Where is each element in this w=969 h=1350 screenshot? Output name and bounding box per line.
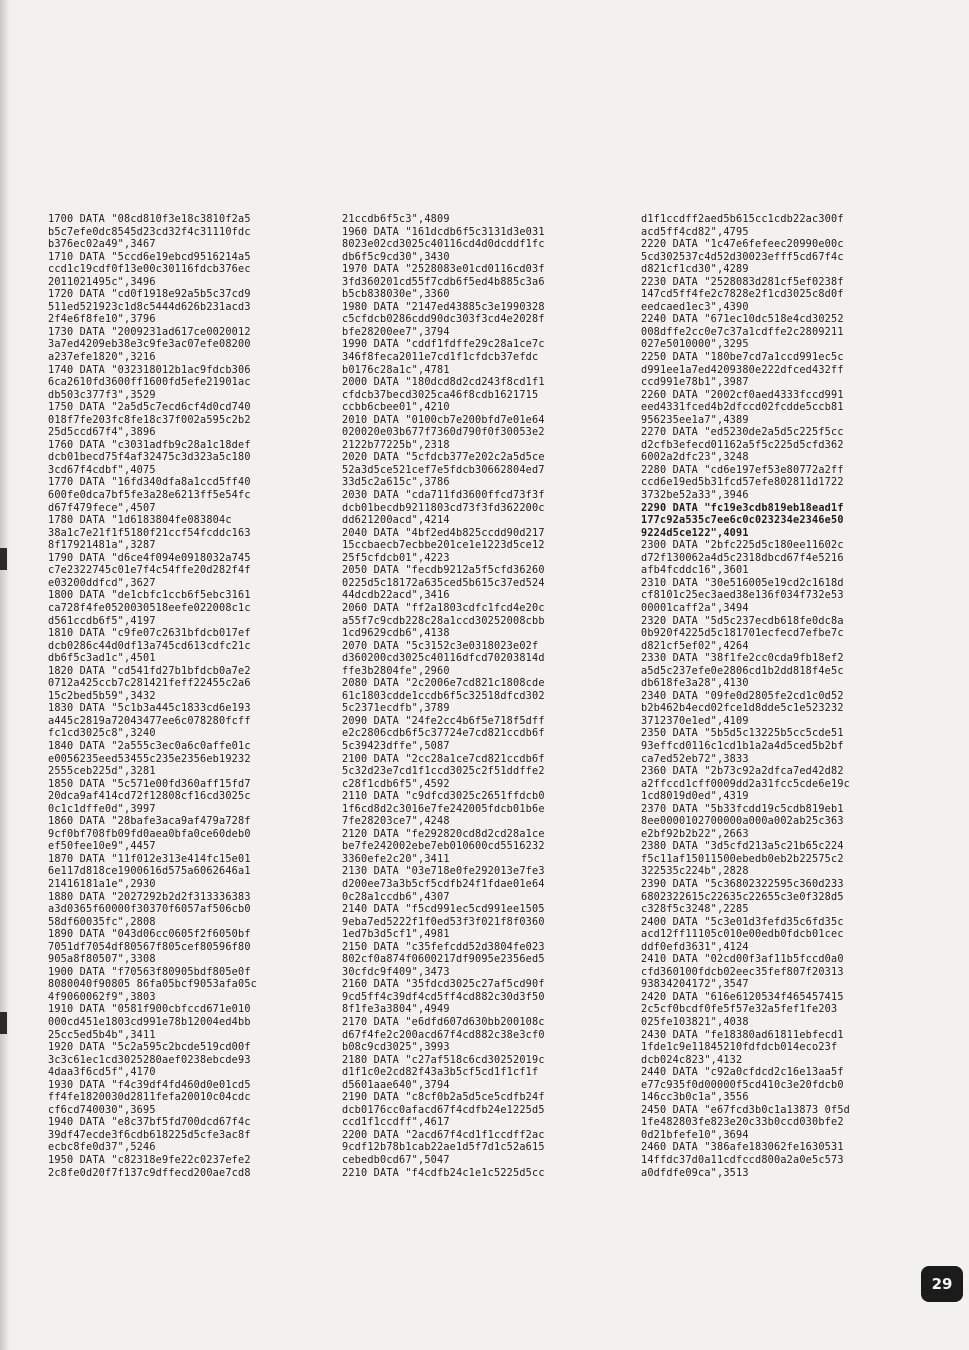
data-statement-line: 0712a425ccb7c281421feff22455c2a6 (48, 678, 251, 690)
data-statement-line: d991ee1a7ed4209380e222dfced432ff (641, 364, 844, 376)
data-statement-line: acd5ff4cd82",4795 (641, 226, 749, 238)
data-statement-line: 1f6cd8d2c3016e7fe242005fdcb01b6e (342, 803, 545, 815)
data-statement-line: 346f8feca2011e7cd1f1cfdcb37efdc (342, 352, 539, 364)
data-statement-line: 146cc3b0c1a",3556 (641, 1092, 749, 1104)
data-statement-line: 2320 DATA "5d5c237ecdb618fe0dc8a (641, 615, 844, 627)
data-statement-line: 1720 DATA "cd0f1918e92a5b5c37cd9 (48, 289, 251, 301)
margin-mark (0, 1012, 7, 1034)
data-statement-line: 2280 DATA "cd6e197ef53e80772a2ff (641, 464, 844, 476)
data-statement-line: ecbc8fe0d37",5246 (48, 1142, 156, 1154)
data-statement-line: 1770 DATA "16fd340dfa8a1ccd5ff40 (48, 477, 251, 489)
data-statement-line: db618fe3a28",4130 (641, 678, 749, 690)
data-statement-line: 1740 DATA "032318012b1ac9fdcb306 (48, 364, 251, 376)
data-statement-line: 177c92a535c7ee6c0c023234e2346e50 (641, 515, 844, 527)
data-statement-line: 30cfdc9f409",3473 (342, 966, 450, 978)
data-statement-line: dcb01becd75f4af32475c3d323a5c180 (48, 452, 251, 464)
data-statement-line: 3cd67f4cdbf",4075 (48, 464, 156, 476)
data-statement-line: 1920 DATA "5c2a595c2bcde519cd00f (48, 1042, 251, 1054)
data-statement-line: 2122b77225b",2318 (342, 439, 450, 451)
data-statement-line: 020020e03b677f7360d790f0f30053e2 (342, 427, 545, 439)
data-statement-line: 44dcdb22acd",3416 (342, 590, 450, 602)
data-statement-line: 6e117d818ce1900616d575a6062646a1 (48, 866, 251, 878)
data-statement-line: 027e5010000",3295 (641, 339, 749, 351)
data-statement-line: 1780 DATA "1d6183804fe083804c (48, 515, 232, 527)
data-statement-line: ccd991e78b1",3987 (641, 377, 749, 389)
data-statement-line: afb4fcddc16",3601 (641, 565, 749, 577)
data-statement-line: 00001caff2a",3494 (641, 602, 749, 614)
data-statement-line: 905a8f80507",3308 (48, 954, 156, 966)
data-statement-line: 2450 DATA "e67fcd3b0c1a13873 0f5d (641, 1104, 851, 1116)
data-statement-line: 1890 DATA "043d06cc0605f2f6050bf (48, 929, 251, 941)
data-statement-line: d821cf1cd30",4289 (641, 264, 749, 276)
data-statement-line: e2c2806cdb6f5c37724e7cd821ccdb6f (342, 728, 545, 740)
data-statement-line: 2120 DATA "fe292820cd8d2cd28a1ce (342, 828, 545, 840)
data-statement-line: e2bf92b2b22",2663 (641, 828, 749, 840)
data-statement-line: dd621200acd",4214 (342, 515, 450, 527)
data-statement-line: 2220 DATA "1c47e6fefeec20990e00c (641, 239, 844, 251)
data-statement-line: 3732be52a33",3946 (641, 490, 749, 502)
data-statement-line: ccd6e19ed5b31fcd57efe802811d1722 (641, 477, 844, 489)
data-statement-line: 0c1c1dffe0d",3997 (48, 803, 156, 815)
listing-column-2 (342, 214, 614, 1180)
data-statement-line: 1860 DATA "28bafe3aca9af479a728f (48, 816, 251, 828)
data-statement-line: 2360 DATA "2b73c92a2dfca7ed42d82 (641, 766, 844, 778)
data-statement-line: 0c28a1ccdb6",4307 (342, 891, 450, 903)
data-statement-line: 2440 DATA "c92a0cfdcd2c16e13aa5f (641, 1067, 844, 1079)
data-statement-line: 1750 DATA "2a5d5c7ecd6cf4d0cd740 (48, 402, 251, 414)
data-statement-line: 2410 DATA "02cd00f3af11b5fccd0a0 (641, 954, 844, 966)
data-statement-line: d5601aae640",3794 (342, 1079, 450, 1091)
data-statement-line: db503c377f3",3529 (48, 389, 156, 401)
data-statement-line: 2080 DATA "2c2006e7cd821c1808cde (342, 678, 545, 690)
data-statement-line: b0176c28a1c",4781 (342, 364, 450, 376)
data-statement-line: 4f9060062f9",3803 (48, 991, 156, 1003)
data-statement-line: ddf0efd3631",4124 (641, 941, 749, 953)
data-statement-line: 1930 DATA "f4c39df4fd460d0e01cd5 (48, 1079, 251, 1091)
data-statement-line: a3d0365f60000f30370f6057af506cb0 (48, 904, 251, 916)
data-statement-line: 6ca2610fd3600ff1600fd5efe21901ac (48, 377, 251, 389)
data-statement-line: 2200 DATA "2acd67f4cd1f1ccdff2ac (342, 1129, 545, 1141)
data-statement-line: 2090 DATA "24fe2cc4b6f5e718f5dff (342, 715, 545, 727)
data-statement-line: 2040 DATA "4bf2ed4b825ccdd90d217 (342, 527, 545, 539)
data-statement-line: 2000 DATA "180dcd8d2cd243f8cd1f1 (342, 377, 545, 389)
data-statement-line: 2460 DATA "386afe183062fe1630531 (641, 1142, 844, 1154)
data-statement-line: 5cd302537c4d52d30023efff5cd67f4c (641, 251, 844, 263)
listing-column-3 (641, 214, 913, 1180)
data-statement-line: 5c39423dffe",5087 (342, 740, 450, 752)
data-statement-line: 018f7fe203fc8fe18c37f002a595c2b2 (48, 414, 251, 426)
page-left-edge-shadow (0, 0, 10, 1350)
data-statement-line: 0d21bfefe10",3694 (641, 1129, 749, 1141)
data-statement-line: 1910 DATA "0581f900cbfccd671e010 (48, 1004, 251, 1016)
data-statement-line: 2100 DATA "2cc28a1ce7cd821ccdb6f (342, 753, 545, 765)
data-statement-line: b2b462b4ecd02fce1d8dde5c1e523232 (641, 703, 844, 715)
data-statement-line: e77c935f0d00000f5cd410c3e20fdcb0 (641, 1079, 844, 1091)
data-statement-line: 147cd5ff4fe2c7828e2f1cd3025c8d0f (641, 289, 844, 301)
data-statement-line: 2300 DATA "2bfc225d5c180ee11602c (641, 540, 844, 552)
data-statement-line: a237efe1820",3216 (48, 352, 156, 364)
data-statement-line: eedcaed1ec3",4390 (641, 301, 749, 313)
data-statement-line: 7fe28203ce7",4248 (342, 816, 450, 828)
data-statement-line: 2050 DATA "fecdb9212a5f5cfd36260 (342, 565, 545, 577)
data-statement-line: 2130 DATA "03e718e0fe292013e7fe3 (342, 866, 545, 878)
data-statement-line: d360200cd3025c40116dfcd70203814d (342, 653, 545, 665)
data-statement-line: cf6cd740030",3695 (48, 1104, 156, 1116)
data-statement-line: 2370 DATA "5b33fcdd19c5cdb819eb1 (641, 803, 844, 815)
data-statement-line: 1950 DATA "c82318e9fe22c0237efe2 (48, 1155, 251, 1167)
data-statement-line: ca728f4fe0520030518eefe022008c1c (48, 602, 251, 614)
data-statement-line: dcb024c823",4132 (641, 1054, 743, 1066)
data-statement-line: 9224d5ce122",4091 (641, 527, 749, 539)
data-statement-line: 2210 DATA "f4cdfb24c1e1c5225d5cc (342, 1167, 545, 1179)
data-statement-line: 9eba7ed5222f1f0ed53f3f021f8f0360 (342, 916, 545, 928)
data-statement-line: b08c9cd3025",3993 (342, 1042, 450, 1054)
data-statement-line: 61c1803cdde1ccdb6f5c32518dfcd302 (342, 690, 545, 702)
data-statement-line: d72f130062a4d5c2318dbcd67f4e5216 (641, 552, 844, 564)
data-statement-line: bfe28200ee7",3794 (342, 326, 450, 338)
data-statement-line: 2290 DATA "fc19e3cdb819eb18ead1f (641, 502, 844, 514)
data-statement-line: a445c2819a72043477ee6c078280fcff (48, 715, 251, 727)
data-statement-line: 15c2bed5b59",3432 (48, 690, 156, 702)
data-statement-line: 1830 DATA "5c1b3a445c1833cd6e193 (48, 703, 251, 715)
data-statement-line: 38a1c7e21f1f5180f21ccf54fcddc163 (48, 527, 251, 539)
data-statement-line: 33d5c2a615c",3786 (342, 477, 450, 489)
data-statement-line: 7051df7054df80567f805cef80596f80 (48, 941, 251, 953)
data-statement-line: 2030 DATA "cda711fd3600ffcd73f3f (342, 490, 545, 502)
data-statement-line: 2010 DATA "0100cb7e200bfd7e01e64 (342, 414, 545, 426)
data-statement-line: 1cd8019d0ed",4319 (641, 791, 749, 803)
data-statement-line: ff4fe1820030d2811fefa20010c04cdc (48, 1092, 251, 1104)
data-statement-line: 2020 DATA "5cfdcb377e202c2a5d5ce (342, 452, 545, 464)
data-statement-line: 3712370e1ed",4109 (641, 715, 749, 727)
data-statement-line: 1fde1c9e11845210fdfdcb014eco23f (641, 1042, 838, 1054)
data-statement-line: 1940 DATA "e8c37bf5fd700dcd67f4c (48, 1117, 251, 1129)
data-statement-line: f5c11af15011500ebedb0eb2b22575c2 (641, 853, 844, 865)
data-statement-line: 322535c224b",2828 (641, 866, 749, 878)
data-statement-line: d1f1c0e2cd82f43a3b5cf5cd1f1cf1f (342, 1067, 539, 1079)
data-statement-line: ca7ed52eb72",3833 (641, 753, 749, 765)
data-statement-line: 2390 DATA "5c36802322595c360d233 (641, 878, 844, 890)
data-statement-line: ef50fee10e9",4457 (48, 841, 156, 853)
data-statement-line: 2190 DATA "c8cf0b2a5d5ce5cdfb24f (342, 1092, 545, 1104)
data-statement-line: 2340 DATA "09fe0d2805fe2cd1c0d52 (641, 690, 844, 702)
data-statement-line: dcb01becdb9211803cd73f3fd362200c (342, 502, 545, 514)
data-statement-line: 2250 DATA "180be7cd7a1ccd991ec5c (641, 352, 844, 364)
data-statement-line: 5c32d23e7cd1f1ccd3025c2f51ddffe2 (342, 766, 545, 778)
page-number-badge: 29 (921, 1266, 963, 1302)
data-statement-line: 1700 DATA "08cd810f3e18c3810f2a5 (48, 214, 251, 225)
data-statement-line: 1970 DATA "2528083e01cd0116cd03f (342, 264, 545, 276)
data-statement-line: 4daa3f6cd5f",4170 (48, 1067, 156, 1079)
data-statement-line: db6f5c9cd30",3430 (342, 251, 450, 263)
data-statement-line: 2240 DATA "671ec10dc518e4cd30252 (641, 314, 844, 326)
data-statement-line: 21ccdb6f5c3",4809 (342, 214, 450, 225)
data-statement-line: c328f5c3248",2285 (641, 904, 749, 916)
data-statement-line: 2f4e6f8fe10",3796 (48, 314, 156, 326)
data-statement-line: 93834204172",3547 (641, 979, 749, 991)
data-statement-line: cfdcb37becd3025ca46f8cdb1621715 (342, 389, 539, 401)
data-statement-line: 2330 DATA "38f1fe2cc0cda9fb18ef2 (641, 653, 844, 665)
data-statement-line: ccbb6cbee01",4210 (342, 402, 450, 414)
data-statement-line: 52a3d5ce521cef7e5fdcb30662804ed7 (342, 464, 545, 476)
data-statement-line: 8f1fe3a3804",4949 (342, 1004, 450, 1016)
data-statement-line: d67f479fece",4507 (48, 502, 156, 514)
data-statement-line: 1800 DATA "de1cbfc1ccb6f5ebc3161 (48, 590, 251, 602)
data-statement-line: 39df47ecde3f6cdb618225d5cfe3ac8f (48, 1129, 251, 1141)
data-statement-line: 2c8fe0d20f7f137c9dffecd200ae7cd8 (48, 1167, 251, 1179)
data-statement-line: 1cd9629cdb6",4138 (342, 628, 450, 640)
data-statement-line: d200ee73a3b5cf5cdfb24f1fdae01e64 (342, 878, 545, 890)
data-statement-line: b5c7efe0dc8545d23cd32f4c31110fdc (48, 226, 251, 238)
data-statement-line: 2270 DATA "ed5230de2a5d5c225f5cc (641, 427, 844, 439)
data-statement-line: 1980 DATA "2147ed43885c3e1990328 (342, 301, 545, 313)
data-statement-line: 8f17921481a",3287 (48, 540, 156, 552)
listing-column-1 (48, 214, 320, 1180)
data-statement-line: 0225d5c18172a635ced5b615c37ed524 (342, 577, 545, 589)
data-statement-line: 21416181a1e",2930 (48, 878, 156, 890)
data-statement-line: be7fe242002ebe7eb010600cd5516232 (342, 841, 545, 853)
data-statement-line: c28f1cdb6f5",4592 (342, 778, 450, 790)
data-statement-line: 956235ee1a7",4389 (641, 414, 749, 426)
data-statement-line: 008dffe2cc0e7c37a1cdffe2c2809211 (641, 326, 844, 338)
data-statement-line: 58df60035fc",2808 (48, 916, 156, 928)
data-statement-line: a5d5c237efe0e2806cd1b2dd818f4e5c (641, 665, 844, 677)
data-statement-line: eed4331fced4b2dfccd02fcdde5ccb81 (641, 402, 844, 414)
data-statement-line: 8080040f90805 86fa05bcf9053afa05c (48, 979, 258, 991)
data-statement-line: d561ccdb6f5",4197 (48, 615, 156, 627)
data-statement-line: 3a7ed4209eb38e3c9fe3ac07efe08200 (48, 339, 251, 351)
data-statement-line: 2420 DATA "616e6120534f465457415 (641, 991, 844, 1003)
data-statement-line: 2310 DATA "30e516005e19cd2c1618d (641, 577, 844, 589)
data-statement-line: d67f4fe2c200acd67f4cd882c38e3cf0 (342, 1029, 545, 1041)
data-statement-line: 1730 DATA "2009231ad617ce0020012 (48, 326, 251, 338)
data-statement-line: 2555ceb225d",3281 (48, 766, 156, 778)
data-statement-line: 25f5cfdcb01",4223 (342, 552, 450, 564)
data-statement-line: 2430 DATA "fe18380ad61811ebfecd1 (641, 1029, 844, 1041)
data-statement-line: 2350 DATA "5b5d5c13225b5cc5cde51 (641, 728, 844, 740)
data-statement-line: 3fd360201cd55f7cdb6f5ed4b885c3a6 (342, 276, 545, 288)
data-statement-line: 2140 DATA "f5cd991ec5cd991ee1505 (342, 904, 545, 916)
data-statement-line: a55f7c9cdb228c28a1ccd30252008cbb (342, 615, 545, 627)
data-statement-line: 2070 DATA "5c3152c3e0318023e02f (342, 640, 539, 652)
data-statement-line: 025fe103821",4038 (641, 1017, 749, 1028)
data-statement-line: c7e2322745c01e7f4c54ffe20d282f4f (48, 565, 251, 577)
data-statement-line: 14ffdc37d0a11cdfccd800a2a0e5c573 (641, 1155, 844, 1167)
data-statement-line: 93effcd0116c1cd1b1a2a4d5ced5b2bf (641, 740, 844, 752)
data-statement-line: 1ed7b3d5cf1",4981 (342, 929, 450, 941)
data-statement-line: 25cc5ed5b4b",3411 (48, 1029, 156, 1041)
data-statement-line: a2ffccd1cff0009dd2a31fcc5cde6e19c (641, 778, 851, 790)
data-statement-line: 2011021495c",3496 (48, 276, 156, 288)
data-statement-line: 1900 DATA "f70563f80905bdf805e0f (48, 966, 251, 978)
data-statement-line: 20dca9af414cd72f12808cf16cd3025c (48, 791, 251, 803)
data-statement-line: 2060 DATA "ff2a1803cdfc1fcd4e20c (342, 602, 545, 614)
data-statement-line: 1960 DATA "161dcdb6f5c3131d3e031 (342, 226, 545, 238)
data-statement-line: 3c3c61ec1cd3025280aef0238ebcde93 (48, 1054, 251, 1066)
data-statement-line: ccd1c19cdf0f13e00c30116fdcb376ec (48, 264, 251, 276)
data-statement-line: 1870 DATA "11f012e313e414fc15e01 (48, 853, 251, 865)
data-statement-line: b376ec02a49",3467 (48, 239, 156, 251)
data-statement-line: 2230 DATA "2528083d281cf5ef0238f (641, 276, 844, 288)
data-statement-line: 511ed521923c1d8c5444d626b231acd3 (48, 301, 251, 313)
data-statement-line: 2c5cf0bcdf0fe5f57e32a5fef1fe203 (641, 1004, 838, 1016)
data-statement-line: 802cf0a874f0600217df9095e2356ed5 (342, 954, 545, 966)
data-statement-line: ffe3b2804fe",2960 (342, 665, 450, 677)
data-statement-line: 1710 DATA "5ccd6e19ebcd9516214a5 (48, 251, 251, 263)
data-statement-line: d2cfb3efecd01162a5f5c225d5cfd362 (641, 439, 844, 451)
data-statement-line: 1810 DATA "c9fe07c2631bfdcb017ef (48, 628, 251, 640)
data-statement-line: 25d5ccd67f4",3896 (48, 427, 156, 439)
data-statement-line: 5c2371ecdfb",3789 (342, 703, 450, 715)
data-statement-line: cfd360100fdcb02eec35fef807f20313 (641, 966, 844, 978)
data-statement-line: 8ee0000102700000a000a002ab25c363 (641, 816, 844, 828)
data-statement-line: 0b920f4225d5c181701ecfecd7efbe7c (641, 628, 844, 640)
data-statement-line: dcb0176cc0afacd67f4cdfb24e1225d5 (342, 1104, 545, 1116)
data-statement-line: 1820 DATA "cd541fd27b1bfdcb0a7e2 (48, 665, 251, 677)
data-statement-line: 2150 DATA "c35fefcdd52d3804fe023 (342, 941, 545, 953)
data-statement-line: 3360efe2c20",3411 (342, 853, 450, 865)
data-statement-line: 8023e02cd3025c40116cd4d0dcddf1fc (342, 239, 545, 251)
data-statement-line: 600fe0dca7bf5fe3a28e6213ff5e54fc (48, 490, 251, 502)
data-statement-line: 1990 DATA "cddf1fdffe29c28a1ce7c (342, 339, 545, 351)
data-statement-line: cf8101c25ec3aed38e136f034f732e53 (641, 590, 844, 602)
data-statement-line: 2400 DATA "5c3e01d3fefd35c6fd35c (641, 916, 844, 928)
data-statement-line: d1f1ccdff2aed5b615cc1cdb22ac300f (641, 214, 844, 225)
data-statement-line: 2170 DATA "e6dfd607d630bb200108c (342, 1017, 545, 1028)
data-statement-line: d821cf5ef02",4264 (641, 640, 749, 652)
data-statement-line: 1850 DATA "5c571e00fd360aff15fd7 (48, 778, 251, 790)
data-statement-line: 6002a2dfc23",3248 (641, 452, 749, 464)
data-statement-line: a0dfdfe09ca",3513 (641, 1167, 749, 1179)
data-statement-line: 2180 DATA "c27af518c6cd30252019c (342, 1054, 545, 1066)
data-statement-line: 1880 DATA "2027292b2d2f313336383 (48, 891, 251, 903)
data-statement-line: 000cd451e1803cd991e78b12004ed4bb (48, 1017, 251, 1028)
data-statement-line: e0056235eed53455c235e2356eb19232 (48, 753, 251, 765)
data-statement-line: c5cfdcb0286cdd90dc303f3cd4e2028f (342, 314, 545, 326)
data-statement-line: 2110 DATA "c9dfcd3025c2651ffdcb0 (342, 791, 545, 803)
data-statement-line: 1760 DATA "c3031adfb9c28a1c18def (48, 439, 251, 451)
data-statement-line: 1fe482803fe823e20c33b0ccd030bfe2 (641, 1117, 844, 1129)
data-statement-line: 9cdf12b78b1cab22ae1d5f7d1c52a615 (342, 1142, 545, 1154)
data-statement-line: dcb0286c44d0df13a745cd613cdfc21c (48, 640, 251, 652)
data-statement-line: e03200ddfcd",3627 (48, 577, 156, 589)
data-statement-line: 2260 DATA "2002cf0aed4333fccd991 (641, 389, 844, 401)
data-statement-line: 1840 DATA "2a555c3ec0a6c0affe01c (48, 740, 251, 752)
data-statement-line: 1790 DATA "d6ce4f094e0918032a745 (48, 552, 251, 564)
data-statement-line: 9cd5ff4c39df4cd5ff4cd882c30d3f50 (342, 991, 545, 1003)
data-statement-line: 9cf0bf708fb09fd0aea0bfa0ce60deb0 (48, 828, 251, 840)
margin-mark (0, 548, 7, 570)
data-statement-line: db6f5c3ad1c",4501 (48, 653, 156, 665)
data-statement-line: 2160 DATA "35fdcd3025c27af5cd90f (342, 979, 545, 991)
data-statement-line: b5cb838030e",3360 (342, 289, 450, 301)
data-statement-line: cebedb0cd67",5047 (342, 1155, 450, 1167)
data-statement-line: acd12ff11105c010e00edb0fdcb01cec (641, 929, 844, 941)
data-statement-line: 6802322615c22635c22655c3e0f328d5 (641, 891, 844, 903)
data-statement-line: ccd1f1ccdff",4617 (342, 1117, 450, 1129)
data-statement-line: 2380 DATA "3d5cfd213a5c21b65c224 (641, 841, 844, 853)
data-statement-line: fc1cd3025c8",3240 (48, 728, 156, 740)
data-statement-line: 15ccbaecb7ecbbe201ce1e1223d5ce12 (342, 540, 545, 552)
